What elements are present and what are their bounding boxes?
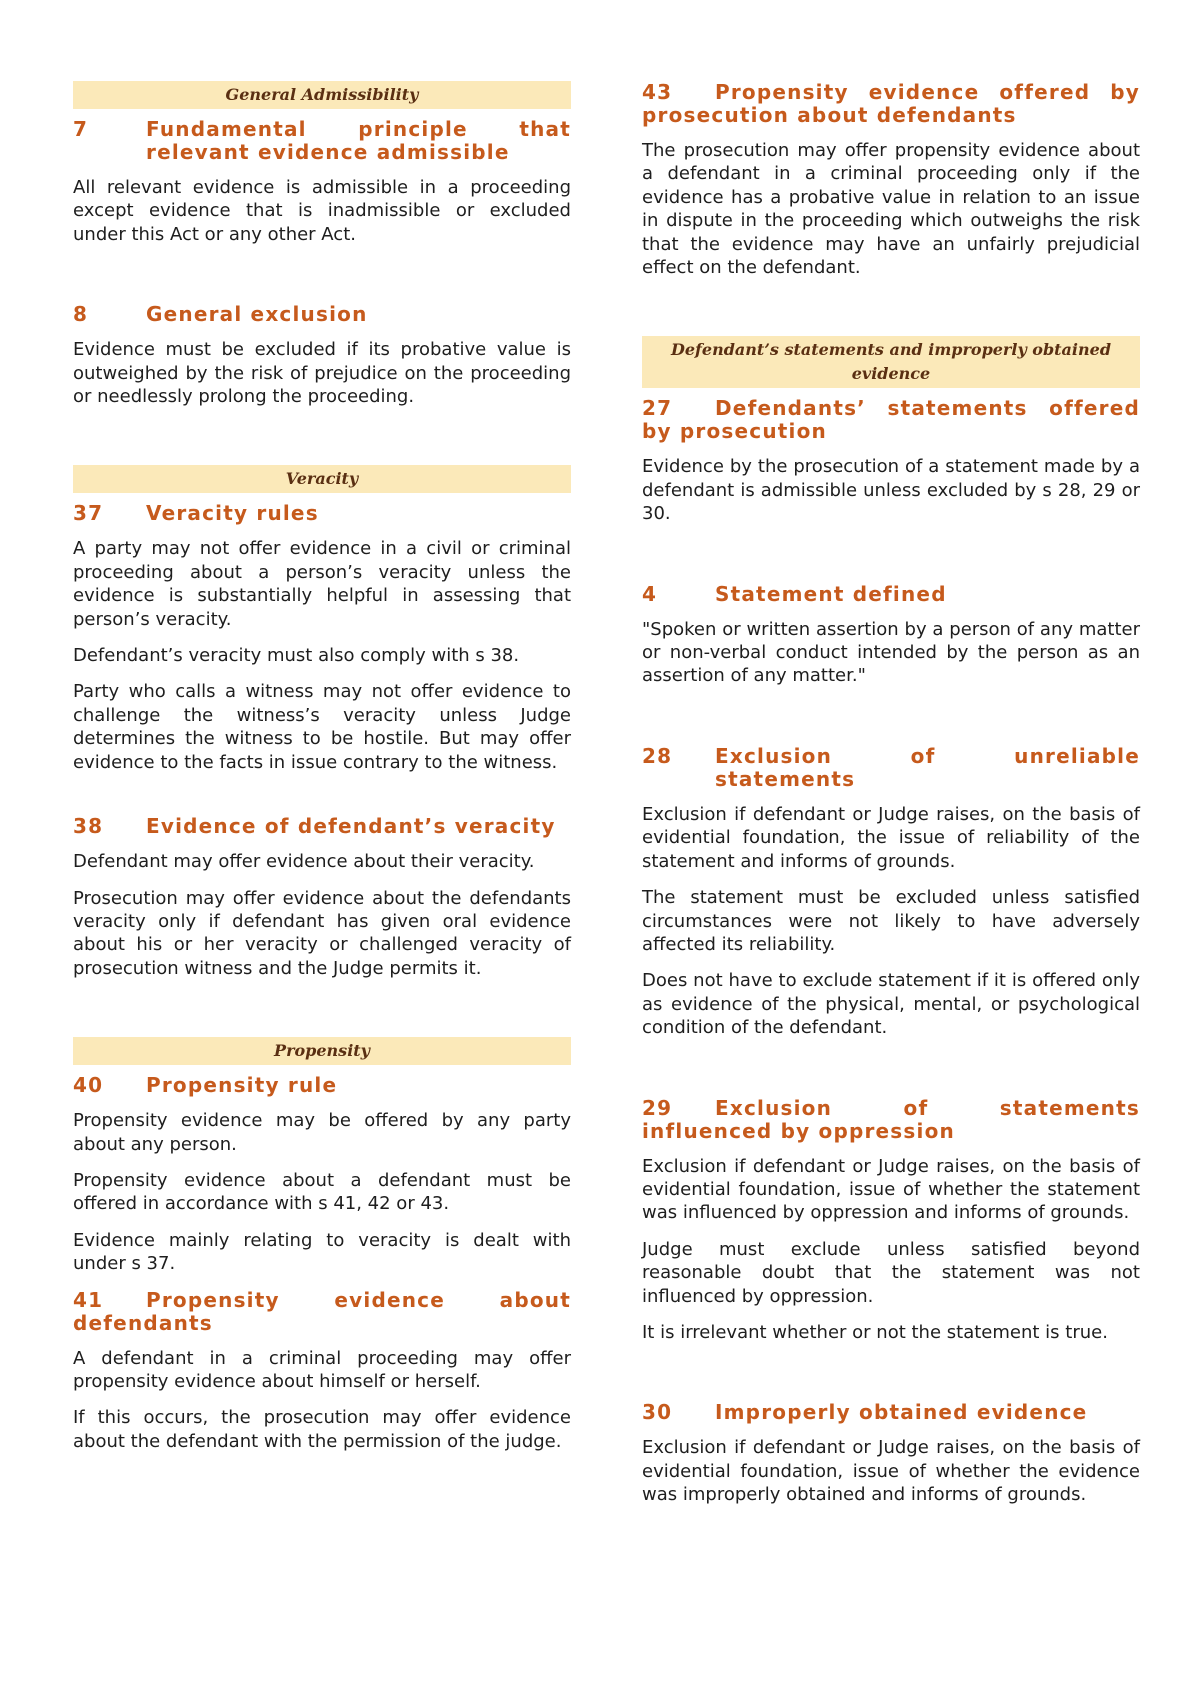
heading-s40: [73, 1074, 571, 1097]
section-number: 29: [642, 1095, 673, 1120]
paragraph: Propensity evidence about a defendant must be offered in accordance with s 41, 42 or 43.: [73, 1169, 571, 1215]
heading-s8: [73, 303, 571, 326]
paragraph: A party may not offer evidence in a civil or criminal proceeding about a person’s veracity unless the evidence is substantially helpful in assessing that person’s veracity.: [73, 538, 571, 630]
heading-s43: [642, 81, 1140, 127]
paragraph: Judge must exclude unless satisfied beyond reasonable doubt that the statement was not influenced by oppression.: [642, 1238, 1140, 1307]
paragraph: All relevant evidence is admissible in a proceeding except evidence that is inadmissible or excluded under this Act or any other Act.: [73, 177, 571, 245]
heading-s29: [642, 1097, 1140, 1143]
heading-s27: [642, 397, 1140, 443]
banner-defendants-statements: Defendant’s statements and improperly obtained evidence: [642, 336, 1140, 388]
heading-s4: [642, 583, 1140, 606]
section-title: Statement defined: [715, 581, 947, 606]
section-title: Evidence of defendant’s veracity: [146, 814, 556, 839]
section-number: 4: [642, 581, 658, 606]
paragraph: Evidence mainly relating to veracity is dealt with under s 37.: [73, 1229, 571, 1275]
section-title: Propensity evidence offered by prosecution about defendants: [642, 80, 1140, 127]
paragraph: Defendant may offer evidence about their veracity.: [73, 851, 535, 873]
heading-s38: [73, 815, 571, 838]
heading-s7: [73, 118, 571, 164]
paragraph: The prosecution may offer propensity evidence about a defendant in a criminal proceeding only if the evidence has a probative value in relation to an issue in dispute in the proceeding which outweighs the risk that the evidence may have an unfairly prejudicial effect on the defendant.: [642, 140, 1140, 279]
section-number: 41: [73, 1287, 104, 1312]
section-number: 43: [642, 80, 673, 104]
paragraph: Exclusion if defendant or Judge raises, on the basis of evidential foundation, issue of whether the statement was influenced by oppression and informs of grounds.: [642, 1155, 1140, 1224]
section-title: General exclusion: [146, 302, 368, 327]
heading-s30: [642, 1401, 1140, 1424]
paragraph: Propensity evidence may be offered by any party about any person.: [73, 1110, 571, 1155]
section-title: Propensity rule: [146, 1073, 338, 1098]
section-title: Defendants’ statements offered by prosecution: [642, 396, 1140, 444]
paragraph: It is irrelevant whether or not the statement is true.: [642, 1321, 1108, 1343]
section-title: Veracity rules: [146, 501, 319, 526]
right-column: [642, 81, 1140, 1520]
paragraph: Exclusion if defendant or Judge raises, on the basis of evidential foundation, issue of whether the evidence was improperly obtained and informs of grounds.: [642, 1437, 1140, 1506]
paragraph: "Spoken or written assertion by a person of any matter or non-verbal conduct intended by the person as an assertion of any matter.": [642, 618, 1140, 687]
banner-general-admissibility: General Admissibility: [73, 81, 571, 109]
section-title: Exclusion of statements influenced by oppression: [642, 1095, 1140, 1143]
section-number: 40: [73, 1073, 104, 1098]
paragraph: A defendant in a criminal proceeding may offer propensity evidence about himself or herself.: [73, 1347, 571, 1392]
paragraph: Evidence must be excluded if its probative value is outweighed by the risk of prejudice on the proceeding or needlessly prolong the proceeding.: [73, 339, 571, 408]
paragraph: If this occurs, the prosecution may offer evidence about the defendant with the permission of the judge.: [73, 1407, 571, 1452]
heading-s28: [642, 745, 1140, 791]
section-number: 27: [642, 396, 673, 421]
paragraph: The statement must be excluded unless satisfied circumstances were not likely to have adversely affected its reliability.: [642, 887, 1140, 955]
section-title: Exclusion of unreliable statements: [715, 743, 1140, 791]
section-title: Fundamental principle that relevant evidence admissible: [146, 117, 571, 164]
banner-propensity: Propensity: [73, 1037, 571, 1065]
section-title: Improperly obtained evidence: [715, 1400, 1088, 1425]
section-number: 28: [642, 743, 673, 768]
section-number: 7: [73, 117, 89, 141]
paragraph: Prosecution may offer evidence about the defendants veracity only if defendant has given oral evidence about his or her veracity or challenged veracity of prosecution witness and the Judge permits it.: [73, 887, 571, 979]
paragraph: Does not have to exclude statement if it is offered only as evidence of the physical, mental, or psychological condition of the defendant.: [642, 970, 1140, 1039]
section-title: Propensity evidence about defendants: [73, 1287, 571, 1335]
paragraph: Exclusion if defendant or Judge raises, on the basis of evidential foundation, the issue of reliability of the statement and informs of grounds.: [642, 803, 1140, 872]
paragraph: Party who calls a witness may not offer evidence to challenge the witness’s veracity unless Judge determines the witness to be hostile. But may offer evidence to the facts in issue contrary to the witness.: [73, 681, 571, 773]
section-number: 37: [73, 501, 104, 526]
section-number: 30: [642, 1400, 673, 1425]
heading-s41: [73, 1289, 571, 1335]
paragraph: Defendant’s veracity must also comply with s 38.: [73, 645, 520, 667]
heading-s37: [73, 502, 571, 525]
paragraph: Evidence by the prosecution of a statement made by a defendant is admissible unless excluded by s 28, 29 or 30.: [642, 456, 1140, 525]
section-number: 8: [73, 302, 89, 327]
left-column: [73, 81, 571, 1466]
section-number: 38: [73, 814, 104, 839]
banner-veracity: Veracity: [73, 465, 571, 493]
